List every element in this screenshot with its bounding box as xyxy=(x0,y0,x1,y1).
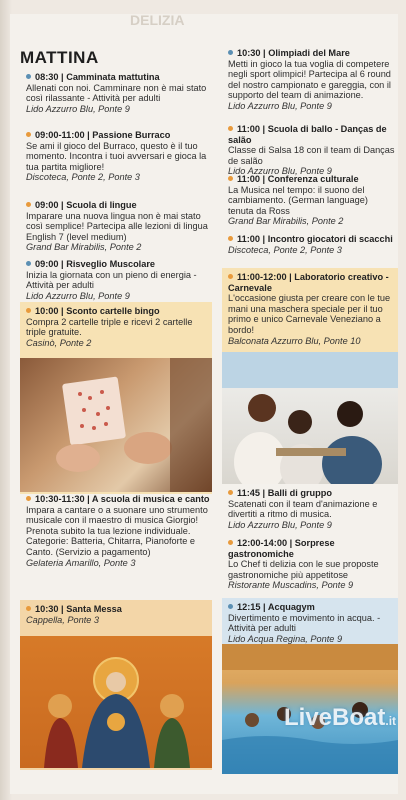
madonna-icon xyxy=(20,636,212,768)
faded-header-text: DELIZIA xyxy=(130,12,185,28)
bullet-dot xyxy=(228,236,233,241)
event-ballo: 11:00 | Scuola di ballo - Danças de salão Classe di Salsa 18 con il team di Danças de salão Lido Azzurro Blu, Ponte 9 xyxy=(228,124,395,177)
event-messa: 10:30 | Santa Messa Cappella, Ponte 3 xyxy=(26,604,122,625)
event-sorprese: 12:00-14:00 | Sorprese gastronomiche Lo Chef ti delizia con le sue proposte gastronomiche più appetitose Ristorante Muscadins, Ponte 9 xyxy=(228,538,379,591)
event-balli: 11:45 | Balli di gruppo Scatenati con il team d'animazione e divertiti a ritmo di musica. Lido Azzurro Blu, Ponte 9 xyxy=(228,488,378,530)
event-olimpiadi: 10:30 | Olimpiadi del Mare Metti in gioco la tua voglia di competere negli sport olimpici! Partecipa al 6 round del nostro campionato e gareggia, con il supporto del team di animazione. Lido Azzurro Blu, Ponte 9 xyxy=(228,48,391,111)
bingo-hands-illustration xyxy=(20,358,212,492)
event-conferenza: 11:00 | Conferenza culturale La Musica nel tempo: il suono del cambiamento. (German language) tenuta da Ross Grand Bar Mirabilis, Ponte 2 xyxy=(228,174,368,227)
bullet-dot xyxy=(26,74,31,79)
bullet-dot xyxy=(26,202,31,207)
messa-painting xyxy=(20,636,212,768)
event-musica: 10:30-11:30 | A scuola di musica e canto Impara a cantare o a suonare uno strumento musicale con il maestro di musica Giorgio! Prenota subito la tua lezione individuale. Categorie: Batteria, Chitarra, Pianoforte e Canto. (Servizio a pagamento) Gelateria Amarillo, Ponte 3 xyxy=(26,494,210,568)
event-camminata: 08:30 | Camminata mattutina Allenati con noi. Camminare non è mai stato così rilassante - Attività per adulti Lido Azzurro Blu, Ponte 9 xyxy=(26,72,207,114)
bullet-dot xyxy=(228,274,233,279)
people-crafting-illustration xyxy=(222,352,398,484)
section-title: MATTINA xyxy=(20,48,99,67)
bullet-dot xyxy=(26,261,31,266)
bullet-dot xyxy=(228,604,233,609)
event-lingue: 09:00 | Scuola di lingue Imparare una nuova lingua non è mai stato così semplice! Partecipa alle lezioni di lingua English 7 (level medium) Grand Bar Mirabilis, Ponte 2 xyxy=(26,200,208,253)
laboratorio-photo xyxy=(222,352,398,484)
bullet-dot xyxy=(26,496,31,501)
event-risveglio: 09:00 | Risveglio Muscolare Inizia la giornata con un pieno di energia - Attività per adulti Lido Azzurro Blu, Ponte 9 xyxy=(26,259,197,301)
bullet-dot xyxy=(26,606,31,611)
event-acquagym: 12:15 | Acquagym Divertimento e movimento in acqua. - Attività per adulti Lido Acqua Regina, Ponte 9 xyxy=(228,602,381,644)
bullet-dot xyxy=(26,308,31,313)
event-bingo: 10:00 | Sconto cartelle bingo Compra 2 cartelle triple e ricevi 2 cartelle triple gratuite. Casinò, Ponte 2 xyxy=(26,306,193,348)
event-scacchi: 11:00 | Incontro giocatori di scacchi Discoteca, Ponte 2, Ponte 3 xyxy=(228,234,393,255)
bullet-dot xyxy=(228,540,233,545)
bingo-photo xyxy=(20,358,212,492)
bullet-dot xyxy=(26,132,31,137)
bullet-dot xyxy=(228,126,233,131)
bullet-dot xyxy=(228,50,233,55)
liveboat-watermark: LiveBoat.it xyxy=(284,704,397,731)
bullet-dot xyxy=(228,490,233,495)
event-laboratorio: 11:00-12:00 | Laboratorio creativo - Carnevale L'occasione giusta per creare con le tue mani una maschera speciale per il tuo primo e unico Carnevale Veneziano a bordo! Balconata Azzurro Blu, Ponte 10 xyxy=(228,272,391,346)
bullet-dot xyxy=(228,176,233,181)
event-burraco: 09:00-11:00 | Passione Burraco Se ami il gioco del Burraco, questo è il tuo momento. Incontra i tuoi avversari e gioca la tua partita migliore! Discoteca, Ponte 2, Ponte 3 xyxy=(26,130,207,183)
